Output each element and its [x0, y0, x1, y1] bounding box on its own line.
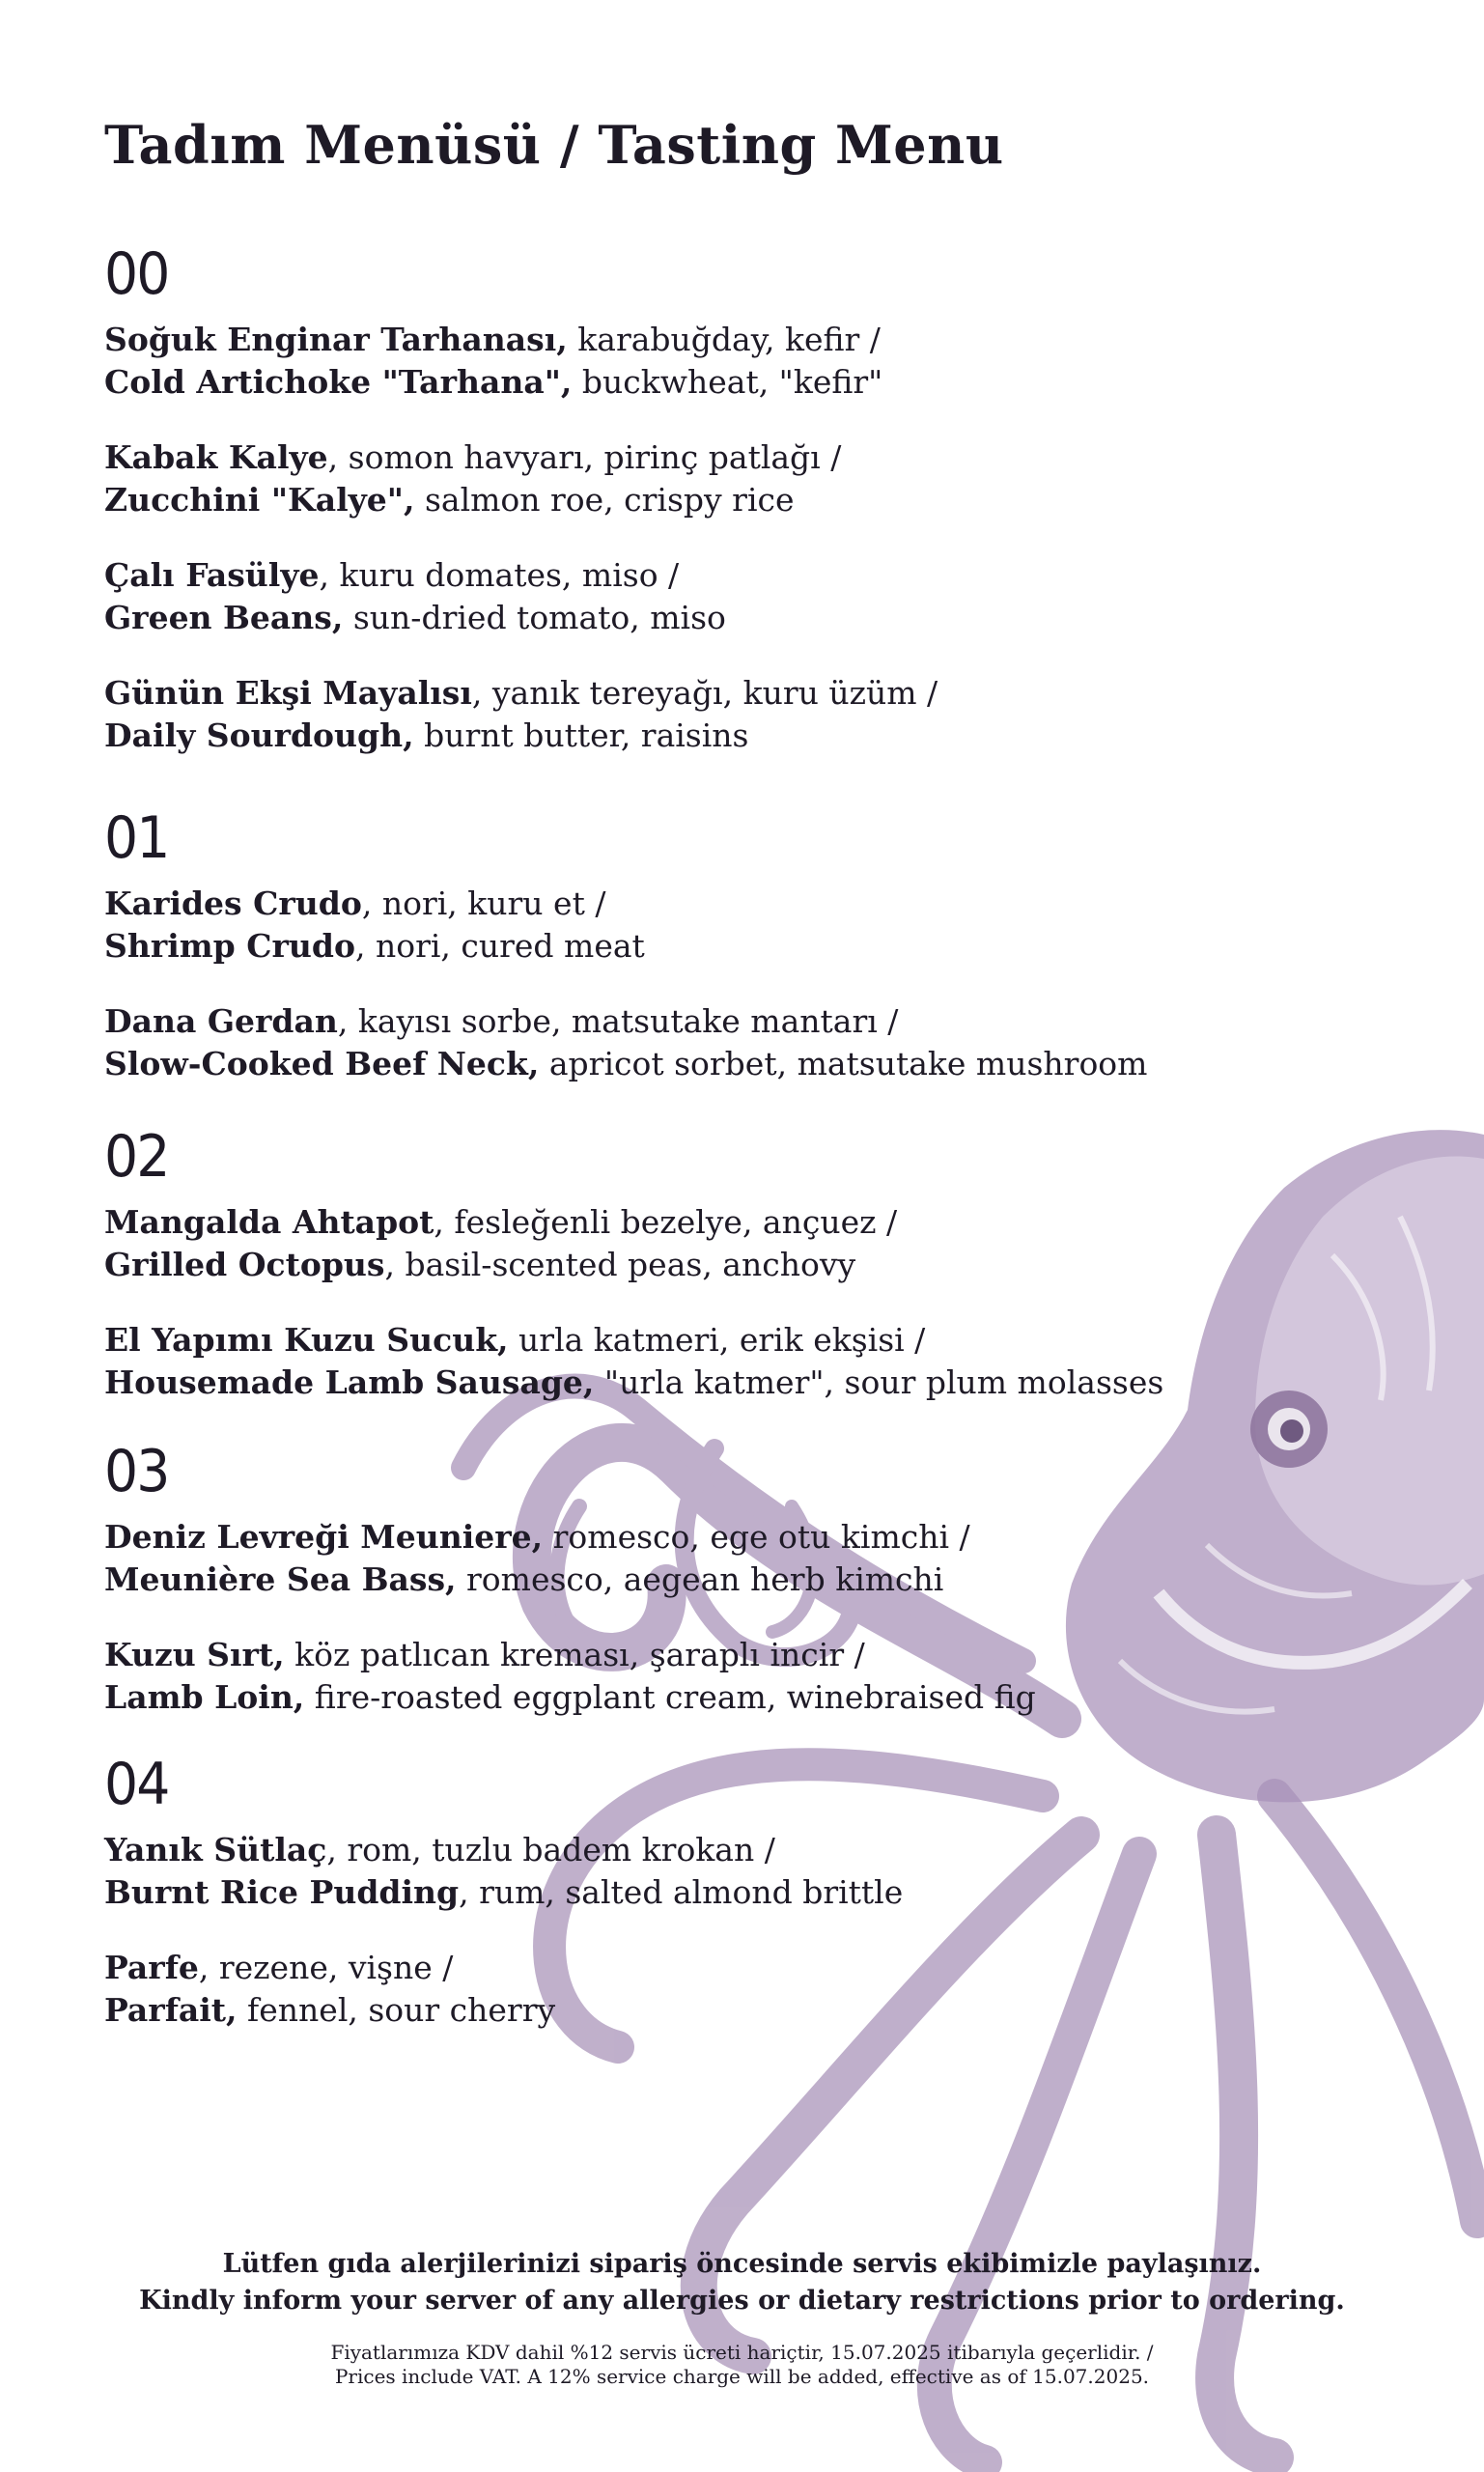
dish-desc-en: , basil-scented peas, anchovy — [384, 1246, 856, 1283]
dish-name-tr: El Yapımı Kuzu Sucuk, — [104, 1321, 509, 1359]
course-number: 03 — [104, 1438, 169, 1505]
dish-desc-en: romesco, aegean herb kimchi — [456, 1560, 944, 1598]
dish-item — [104, 883, 1147, 968]
course-02 — [104, 1122, 1163, 1404]
dish-name-tr: Soğuk Enginar Tarhanası, — [104, 321, 568, 358]
dish-desc-tr: , nori, kuru et / — [361, 885, 606, 922]
course-04 — [104, 1750, 903, 2032]
dish-desc-en: apricot sorbet, matsutake mushroom — [539, 1045, 1148, 1082]
dish-desc-tr: , somon havyarı, pirinç patlağı / — [327, 438, 842, 476]
dish-item — [104, 1947, 903, 2032]
course-01 — [104, 803, 1147, 1085]
dish-name-en: Daily Sourdough, — [104, 716, 414, 754]
dish-name-tr: Çalı Fasülye — [104, 556, 320, 594]
price-note-tr: Fiyatlarımıza KDV dahil %12 servis ücreti hariçtir, 15.07.2025 itibarıyla geçerlidir. / — [330, 2341, 1154, 2364]
dish-desc-en: burnt butter, raisins — [413, 716, 749, 754]
dish-name-tr: Dana Gerdan — [104, 1002, 338, 1040]
dish-item — [104, 319, 938, 404]
dish-desc-tr: , rom, tuzlu badem krokan / — [326, 1831, 775, 1868]
course-00 — [104, 239, 938, 757]
course-number: 01 — [104, 804, 169, 872]
dish-desc-tr: karabuğday, kefir / — [567, 321, 881, 358]
dish-desc-tr: , fesleğenli bezelye, ançuez / — [434, 1203, 898, 1241]
dish-desc-en: sun-dried tomato, miso — [343, 599, 726, 636]
course-03 — [104, 1437, 1036, 1719]
dish-name-en: Cold Artichoke "Tarhana", — [104, 363, 573, 401]
dish-name-en: Meunière Sea Bass, — [104, 1560, 457, 1598]
dish-name-en: Burnt Rice Pudding — [104, 1873, 460, 1911]
dish-name-en: Zucchini "Kalye", — [104, 481, 415, 519]
dish-item — [104, 1829, 903, 1914]
dish-name-tr: Parfe — [104, 1949, 199, 1986]
dish-desc-tr: , yanık tereyağı, kuru üzüm / — [471, 674, 938, 712]
dish-name-tr: Deniz Levreği Meuniere, — [104, 1518, 544, 1556]
dish-item — [104, 672, 938, 757]
dish-name-en: Grilled Octopus — [104, 1246, 385, 1283]
dish-name-tr: Kabak Kalye — [104, 438, 328, 476]
course-number: 04 — [104, 1751, 169, 1818]
dish-name-en: Lamb Loin, — [104, 1678, 305, 1716]
dish-name-tr: Mangalda Ahtapot — [104, 1203, 434, 1241]
dish-desc-en: buckwheat, "kefir" — [572, 363, 883, 401]
dish-name-tr: Günün Ekşi Mayalısı — [104, 674, 472, 712]
allergy-note-tr: Lütfen gıda alerjilerinizi sipariş öncesinde servis ekibimizle paylaşınız. — [222, 2249, 1262, 2279]
dish-item — [104, 554, 938, 639]
dish-desc-en: salmon roe, crispy rice — [414, 481, 795, 519]
dish-desc-tr: , kayısı sorbe, matsutake mantarı / — [337, 1002, 899, 1040]
dish-item — [104, 1319, 1163, 1404]
dish-item — [104, 1634, 1036, 1719]
dish-item — [104, 1201, 1163, 1286]
menu-title: Tadım Menüsü / Tasting Menu — [104, 114, 1004, 176]
price-note — [0, 2341, 1484, 2389]
dish-name-en: Parfait, — [104, 1991, 238, 2029]
dish-desc-en: , rum, salted almond brittle — [459, 1873, 904, 1911]
dish-desc-tr: , rezene, vişne / — [198, 1949, 454, 1986]
dish-name-tr: Karides Crudo — [104, 885, 362, 922]
dish-name-en: Green Beans, — [104, 599, 344, 636]
dish-name-en: Slow-Cooked Beef Neck, — [104, 1045, 540, 1082]
dish-name-en: Housemade Lamb Sausage, — [104, 1363, 595, 1401]
course-number: 02 — [104, 1123, 169, 1191]
dish-name-tr: Kuzu Sırt, — [104, 1636, 285, 1673]
dish-item — [104, 1000, 1147, 1085]
dish-desc-en: fire-roasted eggplant cream, winebraised fig — [304, 1678, 1036, 1716]
dish-desc-tr: , kuru domates, miso / — [319, 556, 680, 594]
allergy-note-en: Kindly inform your server of any allergies or dietary restrictions prior to ordering. — [139, 2286, 1345, 2316]
dish-desc-en: , nori, cured meat — [354, 927, 645, 965]
course-number: 00 — [104, 240, 169, 308]
allergy-note — [0, 2246, 1484, 2319]
dish-name-en: Shrimp Crudo — [104, 927, 355, 965]
dish-name-tr: Yanık Sütlaç — [104, 1831, 327, 1868]
dish-desc-tr: urla katmeri, erik ekşisi / — [508, 1321, 926, 1359]
dish-item — [104, 1516, 1036, 1601]
price-note-en: Prices include VAT. A 12% service charge will be added, effective as of 15.07.2025. — [334, 2365, 1150, 2388]
dish-desc-tr: köz patlıcan kreması, şaraplı incir / — [284, 1636, 865, 1673]
dish-item — [104, 436, 938, 521]
dish-desc-en: fennel, sour cherry — [237, 1991, 556, 2029]
dish-desc-en: "urla katmer", sour plum molasses — [594, 1363, 1164, 1401]
dish-desc-tr: romesco, ege otu kimchi / — [543, 1518, 970, 1556]
